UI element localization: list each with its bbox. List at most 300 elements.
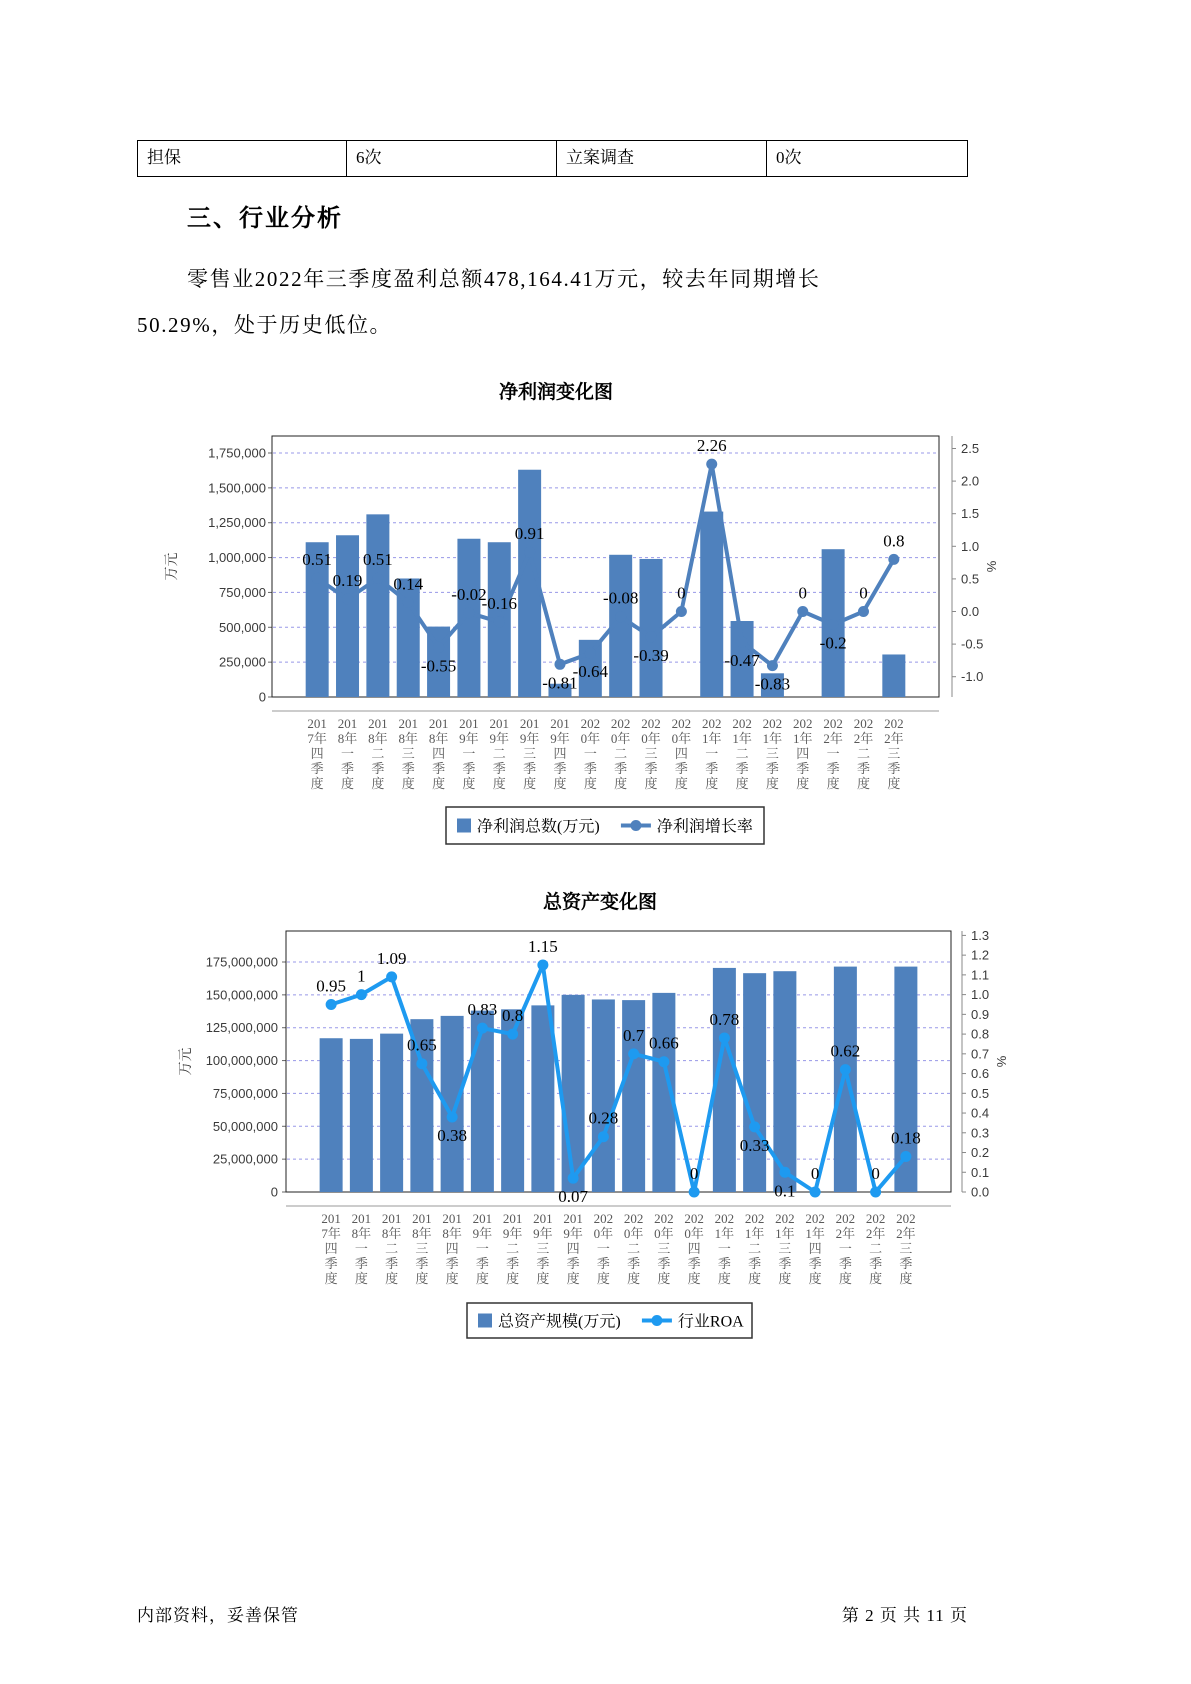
x-axis-label: 度 [432,776,446,791]
x-axis-label: 度 [657,1271,671,1286]
x-axis-label: 8年 [381,1226,402,1241]
left-axis-tick-label: 1,500,000 [208,480,266,496]
x-axis-label: 一 [705,746,719,761]
right-axis-tick-label: 0.2 [971,1145,990,1161]
left-axis-title: 万元 [163,552,179,581]
x-axis-label: 202 [835,1211,856,1226]
x-axis-label: 三 [415,1241,429,1256]
chart-title: 总资产变化图 [542,892,658,913]
data-label: -0.64 [572,662,609,682]
table-cell: 6次 [346,141,556,176]
x-axis-label: 季 [856,761,870,776]
left-axis-tick-label: 250,000 [219,654,266,670]
bar [366,514,389,697]
x-axis-label: 二 [856,746,870,761]
x-axis-label: 季 [492,761,506,776]
data-label: 2.26 [696,436,727,456]
data-point [494,616,505,627]
right-axis-title: % [984,560,999,573]
x-axis-label: 9年 [550,731,570,746]
x-axis-label: 202 [671,716,692,731]
x-axis-label: 四 [310,746,324,761]
x-axis-label: 一 [717,1241,731,1256]
x-axis-label: 四 [324,1241,338,1256]
bar [743,973,766,1192]
x-axis-label: 2年 [835,1226,856,1241]
x-axis-label: 0年 [623,1226,644,1241]
x-axis-label: 9年 [563,1226,583,1241]
data-label: 0.65 [407,1035,437,1055]
x-axis-label: 度 [475,1271,489,1286]
data-label: 1 [357,966,366,986]
data-label: 0.18 [891,1128,921,1148]
data-label: 0.62 [830,1041,861,1061]
x-axis-label: 201 [563,1211,583,1226]
data-point [386,971,397,982]
x-axis-label: 201 [398,716,418,731]
x-axis-label: 季 [415,1256,429,1271]
x-axis-label: 度 [385,1271,399,1286]
x-axis-label: 一 [462,746,476,761]
data-point [463,607,474,618]
data-label: 0.78 [709,1010,740,1030]
x-axis-label: 201 [472,1211,493,1226]
x-axis-label: 季 [596,1256,610,1271]
x-axis-label: 季 [644,761,658,776]
page-number: 第 2 页 共 11 页 [841,1606,968,1625]
x-axis-label: 度 [765,776,779,791]
data-label: 0 [677,583,686,603]
data-point [372,573,383,584]
x-axis-label: 0年 [610,731,631,746]
x-axis-label: 202 [793,716,813,731]
x-axis-label: 202 [865,1211,886,1226]
data-label: -0.39 [633,645,669,665]
chart-title: 净利润变化图 [498,382,614,403]
data-label: 0.91 [514,524,545,544]
left-axis-tick-label: 175,000,000 [205,954,278,970]
data-label: 0.38 [437,1125,467,1145]
x-axis-label: 201 [459,716,479,731]
x-axis-label: 四 [566,1241,580,1256]
data-point [554,659,565,670]
bar [320,1038,343,1192]
left-axis-tick-label: 150,000,000 [205,987,278,1003]
right-axis-tick-label: 1.0 [971,987,990,1003]
legend-bar-swatch [457,819,471,833]
x-axis-label: 度 [796,776,810,791]
data-label: 0.83 [467,1000,498,1020]
bar [834,967,857,1192]
right-axis-tick-label: 0.4 [971,1105,990,1121]
data-point [749,1121,760,1132]
x-axis-label: 季 [385,1256,399,1271]
x-axis-label: 202 [610,716,631,731]
data-point [524,547,535,558]
data-label: -0.55 [420,656,457,676]
data-point [326,999,337,1010]
x-axis-label: 202 [896,1211,916,1226]
x-axis-label: 季 [462,761,476,776]
data-label: 0.8 [502,1006,524,1026]
x-axis-label: 二 [627,1241,641,1256]
left-axis-tick-label: 500,000 [219,619,266,635]
x-axis-label: 一 [475,1241,489,1256]
x-axis-label: 度 [583,776,597,791]
x-axis-label: 一 [838,1241,852,1256]
x-axis-label: 201 [502,1211,523,1226]
x-axis-label: 二 [869,1241,883,1256]
x-axis-label: 8年 [398,731,418,746]
x-axis-label: 度 [415,1271,429,1286]
x-axis-label: 一 [583,746,597,761]
right-axis-tick-label: 0.3 [971,1125,990,1141]
x-axis-label: 季 [445,1256,459,1271]
data-label: 0 [859,583,868,603]
x-axis-label: 9年 [459,731,479,746]
data-point [447,1111,458,1122]
data-label: -0.16 [481,593,517,613]
right-axis-tick-label: 0.1 [971,1164,990,1180]
data-label: 0.14 [393,574,424,594]
x-axis-label: 度 [748,1271,762,1286]
table-cell: 担保 [147,148,181,167]
table-cell: 立案调查 [556,141,766,176]
x-axis-label: 201 [428,716,449,731]
x-axis-label: 季 [657,1256,671,1271]
right-axis-tick-label: 1.2 [971,947,990,963]
x-axis-label: 一 [826,746,840,761]
x-axis-label: 度 [887,776,901,791]
right-axis-tick-label: 1.0 [961,538,980,554]
x-axis-label: 0年 [641,731,661,746]
x-axis-label: 季 [523,761,537,776]
x-axis-label: 度 [838,1271,852,1286]
x-axis-label: 8年 [337,731,358,746]
bar [562,995,585,1192]
right-axis-tick-label: -0.5 [961,636,984,652]
x-axis-label: 度 [401,776,415,791]
x-axis-label: 季 [553,761,567,776]
x-axis-label: 201 [368,716,388,731]
x-axis-label: 0年 [684,1226,704,1241]
data-point [858,606,869,617]
net-profit-chart [140,360,1020,848]
x-axis-label: 201 [533,1211,553,1226]
x-axis-label: 度 [523,776,537,791]
data-label: -0.08 [602,588,639,608]
data-point [706,459,717,470]
data-point [779,1167,790,1178]
right-axis-tick-label: 2.0 [961,473,980,489]
x-axis-label: 度 [808,1271,822,1286]
x-axis-label: 202 [884,716,904,731]
total-assets-chart [150,855,1030,1343]
left-axis-tick-label: 0 [270,1184,278,1200]
x-axis-label: 202 [805,1211,825,1226]
x-axis-label: 8年 [351,1226,372,1241]
x-axis-label: 度 [856,776,870,791]
x-axis-label: 度 [717,1271,731,1286]
x-axis-label: 9年 [472,1226,493,1241]
right-axis-tick-label: 0.8 [971,1026,990,1042]
x-axis-label: 三 [657,1241,671,1256]
x-axis-label: 季 [401,761,415,776]
x-axis-label: 季 [371,761,385,776]
x-axis-label: 度 [644,776,658,791]
data-point [403,597,414,608]
x-axis-label: 度 [674,776,688,791]
x-axis-label: 2年 [896,1226,916,1241]
data-label: 0.51 [363,550,393,570]
bar [700,512,723,697]
data-point [767,660,778,671]
data-label: 0.19 [332,571,363,591]
x-axis-label: 三 [899,1241,913,1256]
data-point [537,960,548,971]
x-axis-label: 7年 [321,1226,341,1241]
x-axis-label: 度 [826,776,840,791]
x-axis-label: 201 [307,716,327,731]
x-axis-label: 1年 [732,731,752,746]
data-point [628,1048,639,1059]
data-label: 0.7 [623,1025,645,1045]
data-label: -0.83 [754,674,791,694]
data-label: 0.51 [302,550,333,570]
x-axis-label: 度 [371,776,385,791]
x-axis-label: 度 [735,776,749,791]
x-axis-label: 度 [899,1271,913,1286]
x-axis-label: 度 [354,1271,368,1286]
x-axis-label: 季 [310,761,324,776]
right-axis-tick-label: 0.0 [961,604,980,619]
data-point [900,1151,911,1162]
data-label: -0.81 [542,673,578,693]
x-axis-label: 季 [808,1256,822,1271]
x-axis-label: 一 [341,746,355,761]
x-axis-label: 季 [869,1256,883,1271]
x-axis-label: 度 [310,776,324,791]
x-axis-label: 1年 [701,731,722,746]
x-axis-label: 9年 [489,731,510,746]
x-axis-label: 季 [687,1256,701,1271]
x-axis-label: 四 [687,1241,701,1256]
bar [592,999,615,1192]
x-axis-label: 9年 [533,1226,553,1241]
left-axis-tick-label: 1,250,000 [208,515,266,531]
data-point [342,594,353,605]
data-point [585,648,596,659]
data-point [689,1187,700,1198]
x-axis-label: 季 [536,1256,550,1271]
x-axis-label: 二 [492,746,506,761]
data-point [810,1187,821,1198]
x-axis-label: 度 [869,1271,883,1286]
data-label: 0 [810,1164,820,1183]
data-point [840,1064,851,1075]
summary-table [137,140,968,177]
x-axis-label: 三 [401,746,415,761]
x-axis-label: 202 [623,1211,644,1226]
legend-label: 行业ROA [677,1313,744,1331]
bar [350,1039,373,1192]
x-axis-label: 季 [887,761,901,776]
x-axis-label: 202 [775,1211,795,1226]
x-axis-label: 202 [714,1211,735,1226]
x-axis-label: 0年 [671,731,692,746]
x-axis-label: 季 [354,1256,368,1271]
x-axis-label: 202 [654,1211,674,1226]
x-axis-label: 1年 [793,731,813,746]
legend-label: 总资产规模(万元) [498,1313,621,1331]
bar [882,654,905,697]
x-axis-label: 202 [732,716,752,731]
right-axis-tick-label: 0.0 [971,1184,990,1200]
legend-label: 净利润总数(万元) [477,818,600,836]
x-axis-label: 2年 [853,731,874,746]
x-axis-label: 202 [744,1211,765,1226]
data-point [615,611,626,622]
right-axis-tick-label: 0.5 [961,571,980,587]
x-axis-label: 季 [765,761,779,776]
data-label: 0.95 [316,976,346,996]
data-label: 1.15 [528,937,558,957]
data-point [646,631,657,642]
data-label: 0 [689,1164,699,1183]
right-axis-tick-label: 0.7 [971,1046,990,1062]
table-cell: 0次 [766,141,967,176]
right-axis-tick-label: -1.0 [961,669,984,685]
x-axis-label: 度 [553,776,567,791]
data-point [676,606,687,617]
right-axis-tick-label: 0.6 [971,1066,990,1082]
paragraph-line-2: 50.29%，处于历史低位。 [137,313,393,337]
x-axis-label: 202 [684,1211,704,1226]
x-axis-label: 度 [341,776,355,791]
x-axis-label: 度 [445,1271,459,1286]
data-point [477,1023,488,1034]
left-axis-tick-label: 100,000,000 [205,1053,278,1069]
left-axis-tick-label: 750,000 [219,584,266,600]
right-axis-tick-label: 1.1 [971,967,990,983]
x-axis-label: 1年 [744,1226,765,1241]
x-axis-label: 度 [506,1271,520,1286]
x-axis-label: 季 [778,1256,792,1271]
left-axis-tick-label: 0 [258,689,266,705]
x-axis-label: 2年 [823,731,843,746]
data-point [416,1058,427,1069]
x-axis-label: 202 [762,716,783,731]
x-axis-label: 202 [701,716,722,731]
x-axis-label: 一 [596,1241,610,1256]
x-axis-label: 二 [614,746,628,761]
x-axis-label: 202 [593,1211,614,1226]
x-axis-label: 201 [550,716,570,731]
section-heading: 三、行业分析 [187,205,343,232]
data-label: 0.8 [883,531,905,551]
x-axis-label: 201 [412,1211,432,1226]
x-axis-label: 201 [321,1211,341,1226]
data-point [356,989,367,1000]
x-axis-label: 度 [492,776,506,791]
x-axis-label: 2年 [884,731,904,746]
x-axis-label: 三 [536,1241,550,1256]
x-axis-label: 201 [351,1211,372,1226]
x-axis-label: 9年 [502,1226,523,1241]
x-axis-label: 四 [432,746,446,761]
x-axis-label: 季 [432,761,446,776]
data-point [507,1029,518,1040]
x-axis-label: 二 [748,1241,762,1256]
x-axis-label: 四 [553,746,567,761]
data-point [312,573,323,584]
x-axis-label: 二 [371,746,385,761]
legend-label: 净利润增长率 [656,818,753,836]
right-axis-tick-label: 2.5 [961,441,980,456]
x-axis-label: 三 [644,746,658,761]
x-axis-label: 三 [765,746,779,761]
x-axis-label: 1年 [775,1226,795,1241]
data-label: -0.02 [451,584,487,604]
x-axis-label: 度 [324,1271,338,1286]
x-axis-label: 二 [735,746,749,761]
x-axis-label: 季 [614,761,628,776]
x-axis-label: 8年 [368,731,388,746]
data-label: 0.66 [649,1033,679,1053]
right-axis-title: % [994,1055,1009,1068]
left-axis-tick-label: 1,750,000 [208,445,266,461]
bar [471,1011,494,1192]
x-axis-label: 7年 [307,731,327,746]
x-axis-label: 季 [796,761,810,776]
x-axis-label: 三 [887,746,901,761]
left-axis-tick-label: 50,000,000 [212,1118,278,1134]
x-axis-label: 季 [627,1256,641,1271]
bar [336,535,359,697]
x-axis-label: 季 [475,1256,489,1271]
x-axis-label: 8年 [428,731,449,746]
x-axis-label: 三 [523,746,537,761]
left-axis-tick-label: 125,000,000 [205,1020,278,1036]
x-axis-label: 二 [385,1241,399,1256]
x-axis-label: 2年 [865,1226,886,1241]
bar [380,1034,403,1192]
x-axis-label: 0年 [580,731,601,746]
x-axis-label: 度 [536,1271,550,1286]
data-label: 0.33 [739,1135,770,1155]
x-axis-label: 度 [596,1271,610,1286]
data-label: 0 [798,583,808,603]
x-axis-label: 季 [566,1256,580,1271]
x-axis-label: 四 [445,1241,459,1256]
legend-bar-swatch [478,1314,492,1328]
x-axis-label: 四 [808,1241,822,1256]
x-axis-label: 度 [627,1271,641,1286]
x-axis-label: 季 [838,1256,852,1271]
x-axis-label: 三 [778,1241,792,1256]
data-point [870,1187,881,1198]
x-axis-label: 9年 [519,731,540,746]
x-axis-label: 度 [462,776,476,791]
x-axis-label: 1年 [805,1226,825,1241]
x-axis-label: 0年 [654,1226,674,1241]
data-label: -0.47 [724,651,760,671]
x-axis-label: 季 [735,761,749,776]
x-axis-label: 202 [641,716,661,731]
data-label: 0.1 [774,1181,796,1201]
paragraph-line-1: 零售业2022年三季度盈利总额478,164.41万元，较去年同期增长 [187,267,821,291]
left-axis-tick-label: 75,000,000 [212,1085,278,1101]
